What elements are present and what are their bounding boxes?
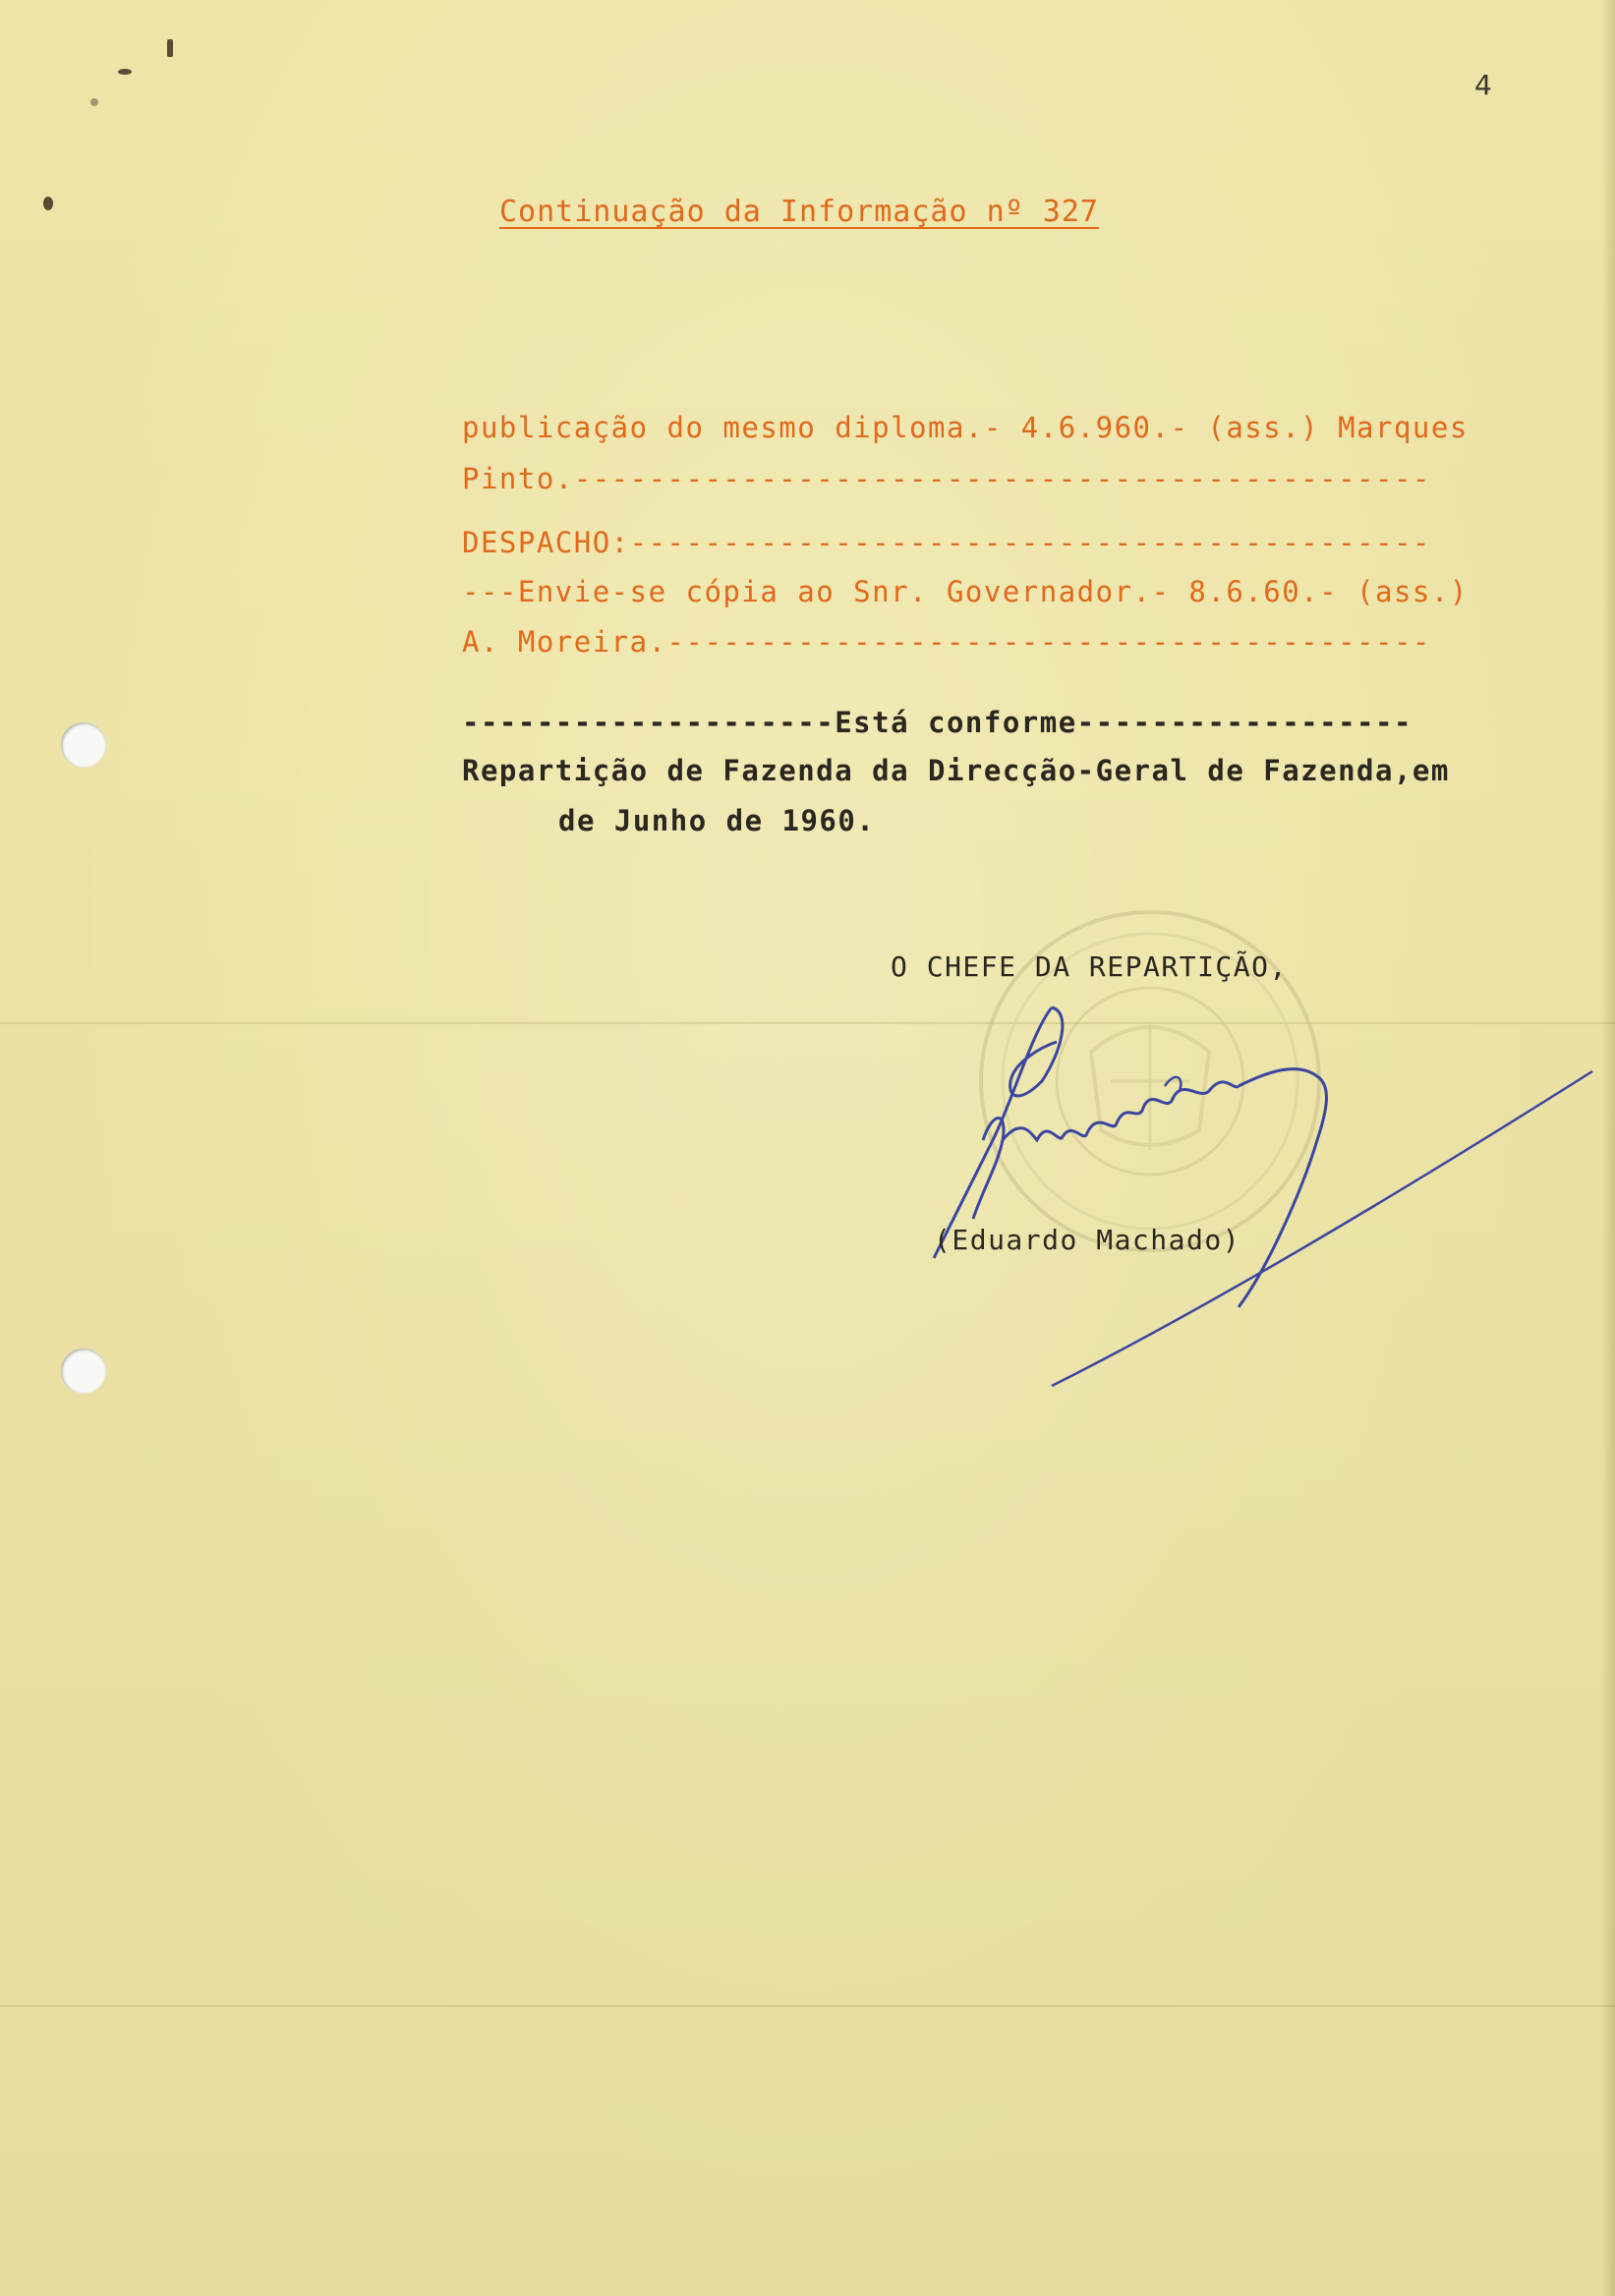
date-line: de Junho de 1960. [558, 804, 876, 837]
paper-speck [90, 98, 98, 106]
body-line: ---Envie-se cópia ao Snr. Governador.- 8.6.60.- (ass.) [462, 575, 1469, 608]
body-line: publicação do mesmo diploma.- 4.6.960.- (ass.) Marques [462, 411, 1469, 444]
signatory-name: (Eduardo Machado) [934, 1224, 1241, 1256]
paper-fold-line [0, 2005, 1615, 2007]
despacho-label: DESPACHO:------------------------------------------- [462, 526, 1431, 559]
signature-title: O CHEFE DA REPARTIÇÃO, [891, 950, 1288, 983]
paper-speck [43, 197, 53, 210]
paper-speck [118, 69, 132, 75]
document-title: Continuação da Informação nº 327 [499, 195, 1099, 229]
paper-speck [167, 39, 173, 57]
body-line: A. Moreira.----------------------------------------- [462, 625, 1431, 659]
reparticao-line: Repartição de Fazenda da Direcção-Geral de Fazenda,em [462, 754, 1450, 787]
punch-hole [61, 1349, 106, 1394]
body-line: Pinto.---------------------------------------------- [462, 462, 1431, 495]
page-number: 4 [1474, 69, 1492, 101]
handwritten-signature [914, 993, 1602, 1415]
page-edge-shadow [1601, 0, 1615, 2296]
punch-hole [61, 722, 106, 768]
conforme-line: --------------------Está conforme------------------ [462, 706, 1413, 739]
